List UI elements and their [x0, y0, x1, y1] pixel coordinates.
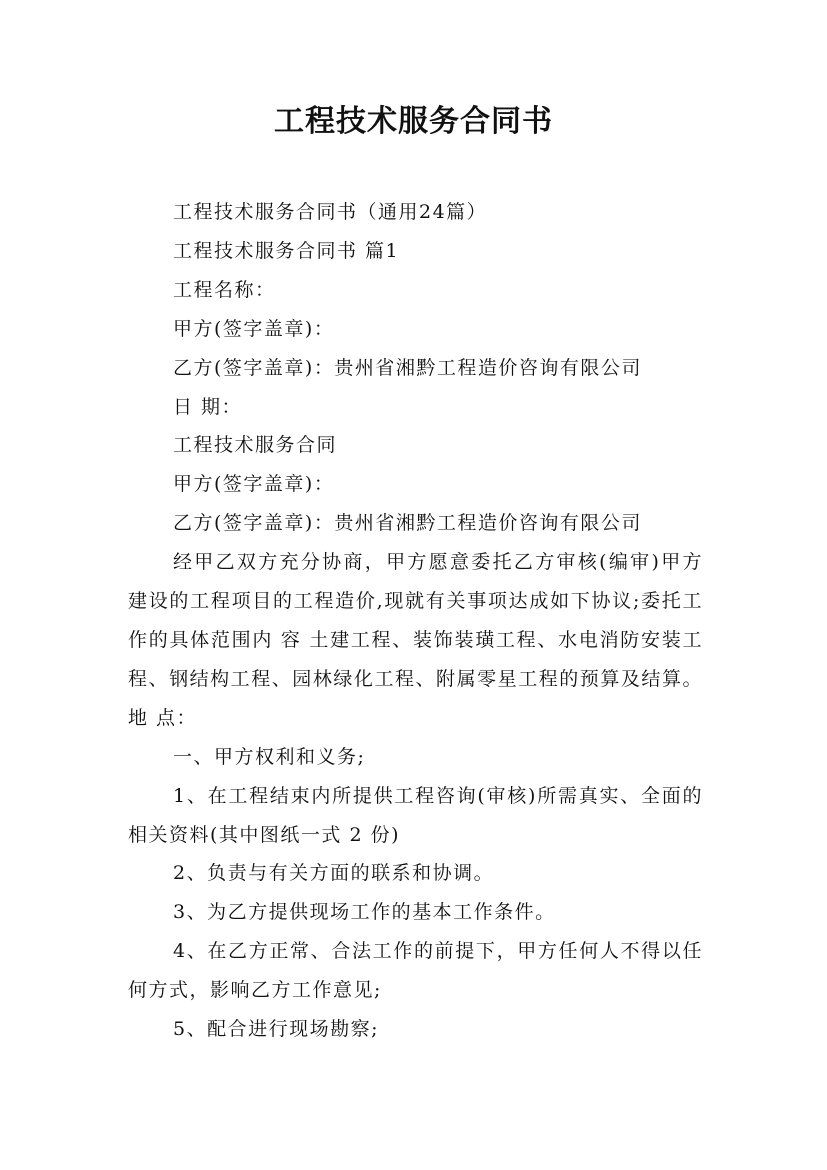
document-body [128, 193, 703, 1049]
paragraph-item-1: 1、在工程结束内所提供工程咨询(审核)所需真实、全面的相关资料(其中图纸一式 2 份) [128, 784, 703, 846]
paragraph-date: 日 期： [173, 395, 243, 418]
paragraph-item-4: 4、在乙方正常、合法工作的前提下，甲方任何人不得以任何方式，影响乙方工作意见; [128, 940, 703, 1002]
document-title: 工程技术服务合同书 [274, 104, 553, 139]
paragraph-rights-heading: 一、甲方权利和义务; [173, 745, 366, 768]
paragraph-party-a-2: 甲方(签字盖章)： [173, 473, 335, 496]
paragraph-party-a: 甲方(签字盖章)： [173, 317, 335, 340]
paragraph-item-3: 3、为乙方提供现场工作的基本工作条件。 [173, 901, 556, 924]
paragraph-project-name: 工程名称： [173, 278, 276, 301]
paragraph-subtitle: 工程技术服务合同书（通用24篇） [173, 201, 488, 223]
paragraph-contract-heading: 工程技术服务合同 [173, 434, 338, 457]
paragraph-item-5: 5、配合进行现场勘察; [173, 1018, 379, 1041]
paragraph-party-b: 乙方(签字盖章)：贵州省湘黔工程造价咨询有限公司 [173, 356, 642, 379]
paragraph-party-b-2: 乙方(签字盖章)：贵州省湘黔工程造价咨询有限公司 [173, 512, 642, 535]
paragraph-item-2: 2、负责与有关方面的联系和协调。 [173, 862, 495, 885]
paragraph-agreement: 经甲乙双方充分协商，甲方愿意委托乙方审核(编审)甲方建设的工程项目的工程造价,现就有关事项达成如下协议;委托工作的具体范围内 容 土建工程、装饰装璜工程、水电消防安装工程、钢结构工程、园林绿化工程、附属零星工程的预算及结算。 地 点： [128, 551, 703, 729]
paragraph-section-heading: 工程技术服务合同书 篇1 [173, 239, 400, 262]
